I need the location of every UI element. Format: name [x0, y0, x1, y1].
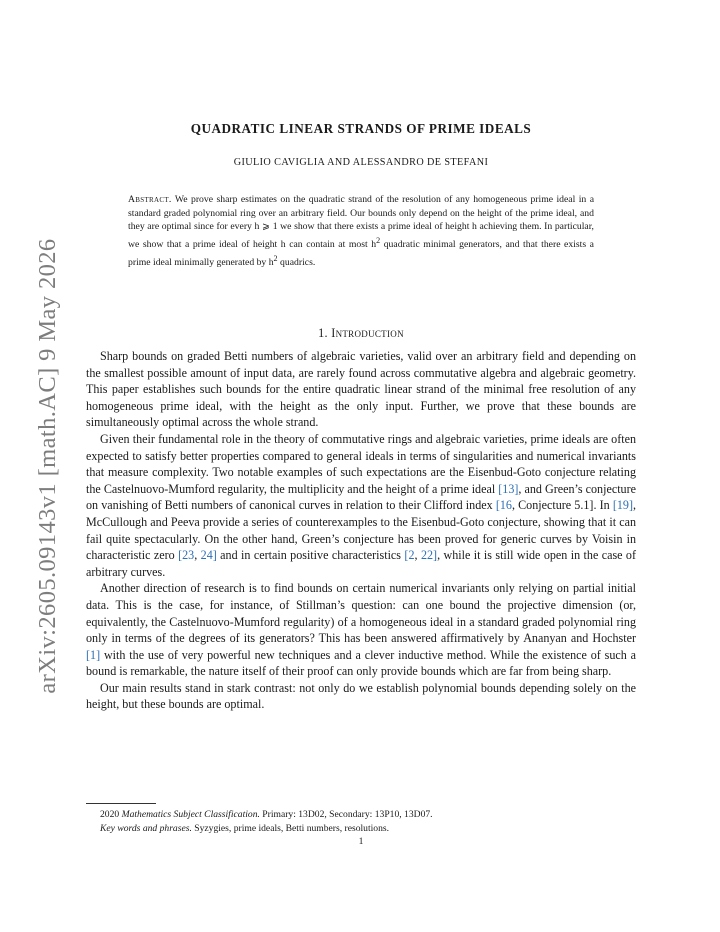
abstract-text: We prove sharp estimates on the quadratic strand of the resolution of any homogeneous prime ideal in a standard graded polynomial ring over an arbitrary field. Our bounds only depend on the height of the prime ideal, and they are optimal since for every — [128, 194, 594, 233]
text-run: , — [414, 548, 421, 563]
text-run: , and Green’s conjecture on vanishing of Betti numbers of canonical curves in relation to their Clifford index — [86, 481, 636, 513]
section-name: Introduction — [331, 326, 404, 340]
citation-link[interactable]: [23 — [178, 548, 195, 563]
keywords-label: Key words and phrases. — [100, 823, 192, 834]
abstract-text: quadrics. — [277, 256, 316, 268]
text-run: , Conjecture 5.1]. In — [511, 498, 613, 513]
abstract-math: h — [268, 256, 274, 268]
footnote-keywords — [100, 822, 636, 836]
msc-year: 2020 — [100, 809, 122, 820]
abstract-text: quadratic minimal generators, and that there exists a prime ideal minimally generated by — [128, 239, 594, 268]
abstract-superscript: 2 — [376, 235, 381, 245]
footnote-msc — [100, 808, 636, 822]
paper-authors: GIULIO CAVIGLIA AND ALESSANDRO DE STEFANI — [233, 157, 489, 168]
text-run: and in certain positive characteristics — [216, 548, 405, 563]
abstract — [128, 193, 594, 269]
section-heading-introduction — [86, 326, 636, 341]
text-run: Given their fundamental role in the theory of commutative rings and algebraic varieties, prime ideals are often expected to satisfy better properties compared to general ideals in terms of singularities and numerical invariants that measure complexity. Two notable examples of such expectations are the Eisenbud-Goto conjecture relating the Castelnuovo-Mumford regularity, the multiplicity and the height of a prime ideal — [86, 431, 636, 496]
msc-text: Primary: 13D02, Secondary: 13P10, 13D07. — [259, 809, 433, 820]
abstract-math: h — [371, 239, 377, 251]
paragraph-1: Sharp bounds on graded Betti numbers of algebraic varieties, valid over an arbitrary field and depending on the smallest possible amount of input data, are rarely found across commutative algebra and algebraic geometry. This paper establishes such bounds for the entire quadratic linear strand of the minimal free resolution of any homogeneous prime ideal, with the height as the only input. Further, we prove that these bounds are simultaneously optimal across the whole strand. — [86, 349, 636, 430]
footnotes — [100, 808, 636, 836]
text-run: , McCullough and Peeva provide a series of counterexamples to the Eisenbud-Goto conjecture, showing that it can fail quite spectacularly. On the other hand, Green’s conjecture has been proved for generic curves by Voisin in characteristic zero — [86, 498, 637, 563]
abstract-text: achieving them. In particular, we show that a prime ideal of height — [128, 221, 594, 251]
citation-link[interactable]: 24] — [200, 548, 217, 563]
abstract-math: h — [472, 221, 477, 233]
citation-link[interactable]: 22] — [420, 548, 438, 563]
abstract-text: can contain at most — [285, 239, 372, 251]
paragraph-3 — [86, 580, 636, 680]
citation-link[interactable]: [19] — [612, 498, 633, 513]
citation-link[interactable]: [1] — [86, 647, 101, 662]
text-run: with the use of very powerful new techniques and a clever inductive method. While the existence of such a bound is remarkable, the nature itself of their proof can only provide bounds which are far from being sharp. — [86, 647, 636, 679]
citation-link[interactable]: [2 — [404, 548, 415, 563]
paper-title: QUADRATIC LINEAR STRANDS OF PRIME IDEALS — [190, 121, 532, 136]
section-number: 1. — [318, 326, 332, 340]
abstract-math: h — [280, 239, 286, 251]
msc-label: Mathematics Subject Classification. — [121, 809, 260, 820]
keywords-text: Syzygies, prime ideals, Betti numbers, resolutions. — [191, 823, 390, 834]
page-number: 1 — [358, 836, 364, 847]
introduction-body — [86, 348, 636, 713]
citation-link[interactable]: [16 — [495, 498, 512, 513]
abstract-math: h ⩾ 1 — [254, 221, 278, 233]
citation-link[interactable]: [13] — [498, 481, 519, 496]
text-run: , — [194, 548, 201, 563]
abstract-label: Abstract. — [128, 194, 172, 205]
arxiv-identifier-stamp: arXiv:2605.09143v1 [math.AC] 9 May 2026 — [34, 238, 61, 694]
paragraph-2 — [86, 431, 636, 580]
text-run: Another direction of research is to find bounds on certain numerical invariants only relying on partial initial data. This is the case, for instance, of Stillman’s question: can one bound the projective dimension (or, equivalently, the Castelnuovo-Mumford regularity) of a homogeneous ideal in a standard graded polynomial ring only in terms of the degrees of its generators? This has been answered affirmatively by Ananyan and Hochster — [86, 581, 636, 646]
abstract-text: we show that there exists a prime ideal of height — [277, 221, 473, 233]
text-run: , while it is still wide open in the case of arbitrary curves. — [86, 548, 637, 579]
footnote-rule — [86, 803, 156, 804]
paragraph-4: Our main results stand in stark contrast: not only do we establish polynomial bounds depending solely on the height, but these bounds are optimal. — [86, 680, 636, 712]
abstract-superscript: 2 — [273, 253, 278, 263]
